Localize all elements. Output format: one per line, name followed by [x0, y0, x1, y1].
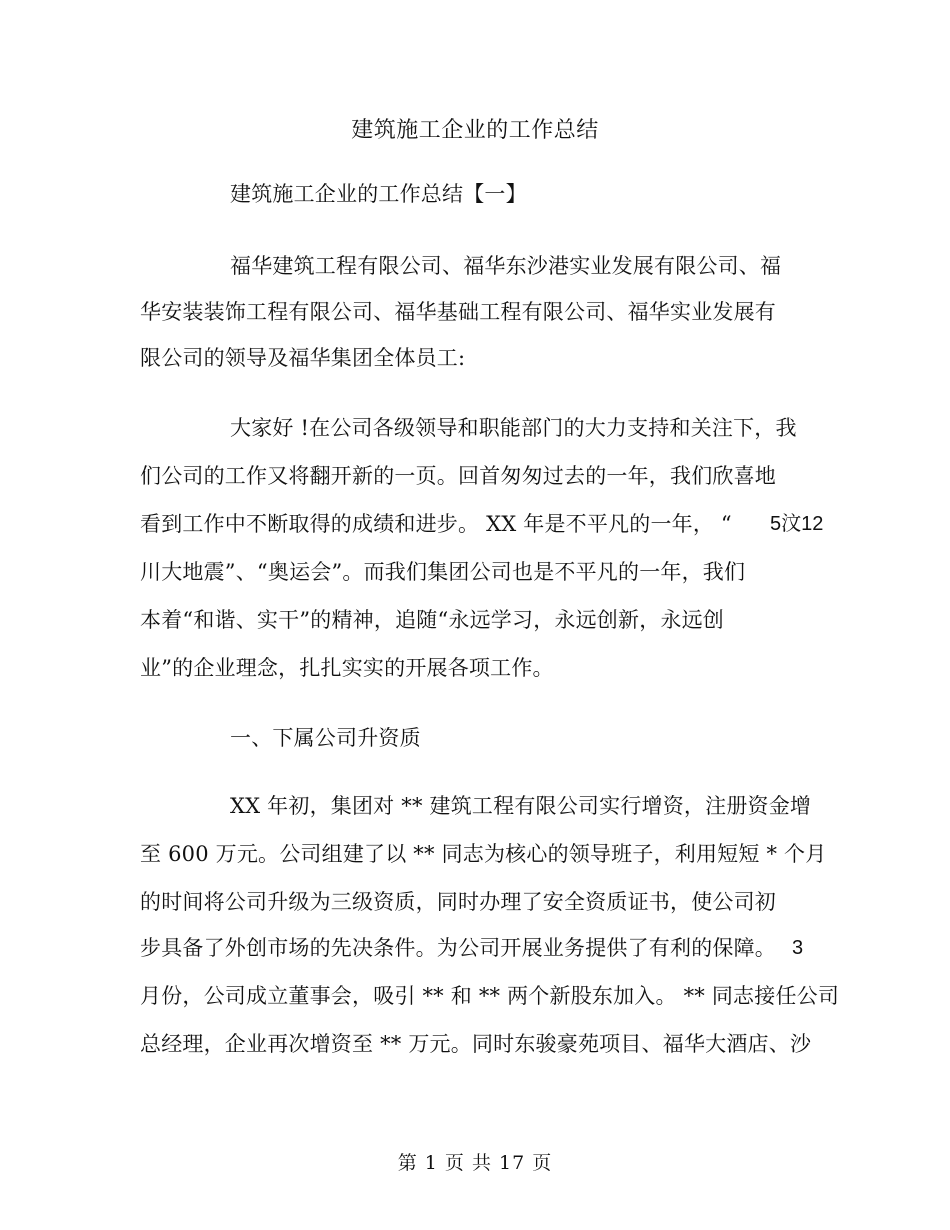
paragraph-line: 月份，公司成立董事会，吸引 ** 和 ** 两个新股东加入。 ** 同志接任公司 — [140, 984, 840, 1008]
margin-note: 5汶12 — [770, 513, 824, 535]
document-title: 建筑施工企业的工作总结 — [351, 118, 599, 143]
paragraph-line: 限公司的领导及福华集团全体员工: — [140, 346, 466, 370]
paragraph-line: 至 600 万元。公司组建了以 ** 同志为核心的领导班子，利用短短 * 个月 — [140, 842, 827, 866]
paragraph-line: 本着“和谐、实干”的精神，追随“永远学习，永远创新，永远创 — [140, 608, 725, 632]
paragraph-line: 福华建筑工程有限公司、福华东沙港实业发展有限公司、福 — [230, 254, 782, 278]
paragraph-line: 们公司的工作又将翻开新的一页。回首匆匆过去的一年，我们欣喜地 — [140, 464, 776, 488]
section-subtitle: 建筑施工企业的工作总结【一】 — [230, 182, 527, 206]
paragraph-line: 的时间将公司升级为三级资质，同时办理了安全资质证书，使公司初 — [140, 890, 776, 914]
page-footer: 第 1 页 共 17 页 — [397, 1152, 553, 1174]
paragraph-line: 看到工作中不断取得的成绩和进步。 XX 年是不平凡的一年， “ — [140, 512, 732, 536]
paragraph-line: 华安装装饰工程有限公司、福华基础工程有限公司、福华实业发展有 — [140, 300, 776, 324]
paragraph-line: 川大地震”、“奥运会”。而我们集团公司也是不平凡的一年，我们 — [140, 560, 746, 584]
paragraph-line: 大家好 !在公司各级领导和职能部门的大力支持和关注下，我 — [230, 416, 797, 440]
margin-note: 3 — [792, 937, 804, 959]
paragraph-line: XX 年初，集团对 ** 建筑工程有限公司实行增资，注册资金增 — [230, 794, 812, 818]
paragraph-line: 总经理，企业再次增资至 ** 万元。同时东骏豪苑项目、福华大酒店、沙 — [140, 1032, 812, 1056]
section-heading: 一、下属公司升资质 — [230, 726, 421, 750]
paragraph-line: 业”的企业理念，扎扎实实的开展各项工作。 — [140, 656, 554, 680]
paragraph-line: 步具备了外创市场的先决条件。为公司开展业务提供了有利的保障。 — [140, 936, 776, 960]
